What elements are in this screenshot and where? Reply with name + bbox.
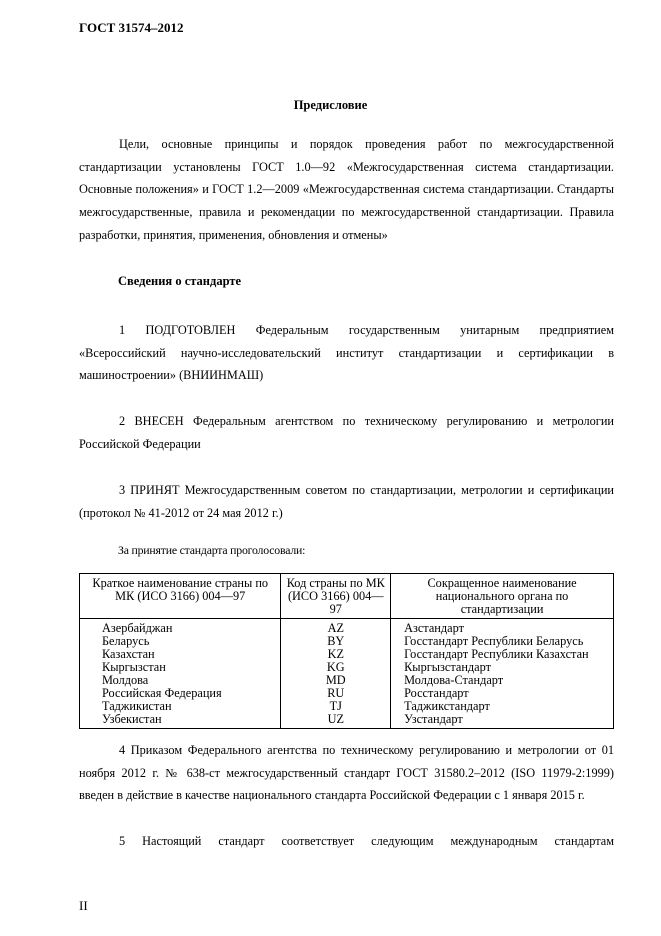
table-cell-code: AZ — [281, 619, 391, 636]
foreword-title: Предисловие — [293, 98, 368, 112]
table-header-code: Код страны по МК (ИСО 3166) 004—97 — [281, 574, 391, 619]
table-cell-country: Кыргызстан — [80, 661, 281, 674]
table-cell-code: UZ — [281, 713, 391, 729]
table-cell-country: Казахстан — [80, 648, 281, 661]
table-cell-agency: Госстандарт Республики Беларусь — [391, 635, 614, 648]
table-cell-code: KG — [281, 661, 391, 674]
table-row — [80, 661, 614, 674]
info-item-1: 1 ПОДГОТОВЛЕН Федеральным государственным унитарным предприятием «Всероссийский научно-исследовательский институт стандартизации и сертификации в машиностроении» (ВНИИНМАШ) — [79, 323, 614, 383]
table-cell-code: TJ — [281, 700, 391, 713]
table-cell-code: BY — [281, 635, 391, 648]
table-cell-country: Российская Федерация — [80, 687, 281, 700]
info-section-title: Сведения о стандарте — [118, 274, 242, 288]
table-cell-agency: Таджикстандарт — [391, 700, 614, 713]
table-row — [80, 713, 614, 729]
table-cell-country: Молдова — [80, 674, 281, 687]
info-item-2: 2 ВНЕСЕН Федеральным агентством по техническому регулированию и метрологии Российской Федерации — [79, 414, 614, 451]
document-header: ГОСТ 31574–2012 — [79, 20, 184, 35]
table-cell-country: Узбекистан — [80, 713, 281, 729]
vote-note: За принятие стандарта проголосовали: — [118, 543, 306, 557]
info-item-5: 5 Настоящий стандарт соответствует следующим международным стандартам — [119, 834, 614, 848]
table-cell-agency: Росстандарт — [391, 687, 614, 700]
table-cell-agency: Узстандарт — [391, 713, 614, 729]
table-header-agency: Сокращенное наименование национального органа по стандартизации — [391, 574, 614, 619]
table-cell-country: Беларусь — [80, 635, 281, 648]
info-item-4: 4 Приказом Федерального агентства по техническому регулированию и метрологии от 01 ноября 2012 г. № 638-ст межгосударственный стандарт ГОСТ 31580.2–2012 (ISO 11979-2:1999) введен в действие в качестве национального стандарта Российской Федерации с 1 января 2015 г. — [79, 743, 614, 803]
table-cell-agency: Госстандарт Республики Казахстан — [391, 648, 614, 661]
table-row — [80, 619, 614, 636]
table-cell-country: Азербайджан — [80, 619, 281, 636]
page-number: II — [79, 898, 88, 913]
info-item-3: 3 ПРИНЯТ Межгосударственным советом по стандартизации, метрологии и сертификации (протокол № 41-2012 от 24 мая 2012 г.) — [79, 483, 614, 520]
table-cell-country: Таджикистан — [80, 700, 281, 713]
table-cell-agency: Кыргызстандарт — [391, 661, 614, 674]
table-cell-code: KZ — [281, 648, 391, 661]
table-header-country: Краткое наименование страны по МК (ИСО 3166) 004—97 — [80, 574, 281, 619]
table-cell-agency: Азстандарт — [391, 619, 614, 636]
table-header-row — [80, 574, 614, 619]
table-cell-code: RU — [281, 687, 391, 700]
voting-countries-table — [79, 573, 614, 729]
table-cell-code: MD — [281, 674, 391, 687]
table-cell-agency: Молдова-Стандарт — [391, 674, 614, 687]
foreword-paragraph: Цели, основные принципы и порядок проведения работ по межгосударственной стандартизации установлены ГОСТ 1.0—92 «Межгосударственная система стандартизации. Основные положения» и ГОСТ 1.2—2009 «Межгосударственная система стандартизации. Стандарты межгосударственные, правила и рекомендации по межгосударственной стандартизации. Правила разработки, принятия, применения, обновления и отмены» — [79, 137, 614, 242]
